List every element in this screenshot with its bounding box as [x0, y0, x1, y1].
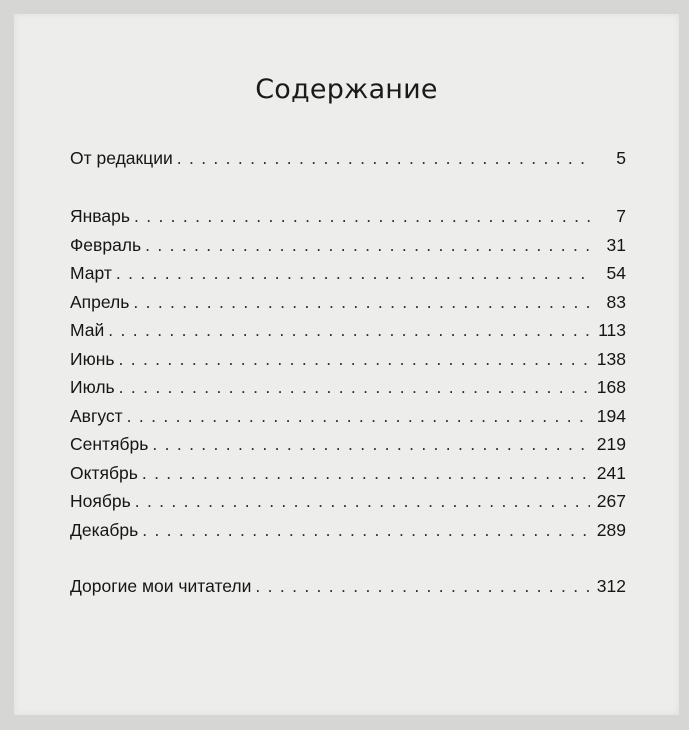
toc-entry-label: Ноябрь	[70, 491, 131, 511]
toc-entry-label: Апрель	[70, 292, 130, 312]
toc-entry-page: 83	[606, 292, 626, 312]
toc-entry-label: Декабрь	[70, 520, 139, 540]
dot-leader	[119, 349, 591, 370]
toc-entry	[70, 320, 626, 344]
toc-entry-page: 31	[606, 235, 626, 255]
toc-entry-page: 312	[596, 576, 626, 596]
toc-entry	[70, 292, 626, 316]
dot-leader	[135, 491, 590, 512]
toc-entry-label: Март	[70, 263, 112, 283]
toc-entry-page: 267	[596, 491, 626, 511]
toc-entry-page: 194	[596, 406, 626, 426]
toc-entry-label: Февраль	[70, 235, 142, 255]
toc-entry-page: 7	[616, 206, 626, 226]
toc-entry	[70, 148, 626, 172]
toc-entry-label: Июль	[70, 377, 115, 397]
toc-entry-label: Июнь	[70, 349, 115, 369]
toc-entry	[70, 206, 626, 230]
dot-leader	[152, 434, 590, 455]
toc-entry	[70, 406, 626, 430]
toc-entry-page: 168	[596, 377, 626, 397]
dot-leader	[134, 206, 590, 227]
toc-entry	[70, 576, 626, 600]
toc-entry	[70, 263, 626, 287]
toc-entry-label: Январь	[70, 206, 130, 226]
toc-entry-page: 54	[606, 263, 626, 283]
toc-entry-label: Август	[70, 406, 123, 426]
toc-entry-page: 5	[616, 148, 626, 168]
dot-leader	[145, 235, 590, 256]
toc-entry	[70, 377, 626, 401]
toc-entry-page: 219	[596, 434, 626, 454]
toc-entry-page: 289	[596, 520, 626, 540]
dot-leader	[119, 377, 590, 398]
toc-entry	[70, 235, 626, 259]
dot-leader	[142, 520, 590, 541]
dot-leader	[133, 292, 590, 313]
dot-leader	[127, 406, 590, 427]
toc-entry-label: Май	[70, 320, 105, 340]
toc-entry-label: Дорогие мои читатели	[70, 576, 252, 596]
page-title: Содержание	[255, 74, 438, 105]
toc-entry-page: 241	[596, 463, 626, 483]
toc-entry-page: 138	[596, 349, 626, 369]
toc-entry	[70, 463, 626, 487]
dot-leader	[142, 463, 590, 484]
toc-entry	[70, 434, 626, 458]
toc-entry	[70, 491, 626, 515]
toc-entry	[70, 349, 626, 373]
dot-leader	[255, 576, 590, 597]
toc-entry	[70, 520, 626, 544]
toc-entry-label: Сентябрь	[70, 434, 149, 454]
toc-entry-label: От редакции	[70, 148, 173, 168]
toc-entry-label: Октябрь	[70, 463, 138, 483]
dot-leader	[177, 148, 590, 169]
dot-leader	[116, 263, 590, 284]
toc-entry-page: 113	[598, 320, 626, 340]
dot-leader	[108, 320, 590, 341]
book-page	[14, 14, 679, 715]
